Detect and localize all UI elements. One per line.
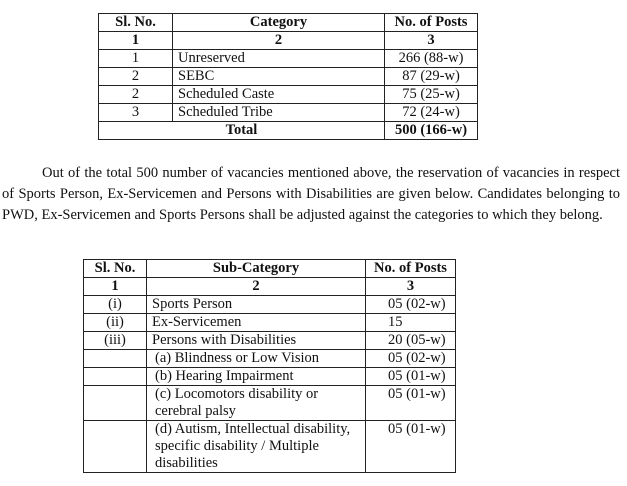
header-sl-no: Sl. No. [99,14,173,32]
column-number: 2 [147,278,366,296]
table-row [84,314,456,332]
column-number: 3 [366,278,456,296]
subcategory-cell: Ex-Servicemen [147,314,366,332]
table-row [84,332,456,350]
posts-cell: 05 (01-w) [366,421,456,473]
posts-cell: 05 (02-w) [366,350,456,368]
sl-no-cell: (ii) [84,314,147,332]
subcategory-cell: (c) Locomotors disability or cerebral palsy [147,386,366,421]
header-sl-no: Sl. No. [84,260,147,278]
table-row [84,350,456,368]
sl-no-cell: 1 [99,50,173,68]
category-cell: Unreserved [173,50,385,68]
category-cell: Scheduled Tribe [173,104,385,122]
header-sub-category: Sub-Category [147,260,366,278]
posts-cell: 05 (02-w) [366,296,456,314]
subcategory-cell: (b) Hearing Impairment [147,368,366,386]
column-number: 2 [173,32,385,50]
column-number: 3 [385,32,478,50]
table-row [99,104,478,122]
sl-no-cell [84,421,147,473]
sl-no-cell: 3 [99,104,173,122]
header-no-of-posts: No. of Posts [366,260,456,278]
subcategory-cell: Sports Person [147,296,366,314]
posts-cell: 75 (25-w) [385,86,478,104]
posts-cell: 72 (24-w) [385,104,478,122]
column-number: 1 [84,278,147,296]
table-row [84,296,456,314]
column-number: 1 [99,32,173,50]
sl-no-cell: (i) [84,296,147,314]
table-row [99,86,478,104]
table-row [84,386,456,421]
sl-no-cell [84,350,147,368]
posts-cell: 266 (88-w) [385,50,478,68]
total-label: Total [99,122,385,140]
posts-cell: 05 (01-w) [366,368,456,386]
table-row [99,68,478,86]
sl-no-cell: 2 [99,86,173,104]
posts-cell: 15 [366,314,456,332]
table-row [99,50,478,68]
posts-cell: 20 (05-w) [366,332,456,350]
column-number-row [99,32,478,50]
total-row [99,122,478,140]
total-value: 500 (166-w) [385,122,478,140]
posts-cell: 05 (01-w) [366,386,456,421]
category-cell: SEBC [173,68,385,86]
posts-cell: 87 (29-w) [385,68,478,86]
subcategory-posts-table [83,259,456,473]
table-header-row [99,14,478,32]
table-row [84,368,456,386]
category-cell: Scheduled Caste [173,86,385,104]
subcategory-cell: Persons with Disabilities [147,332,366,350]
sl-no-cell: 2 [99,68,173,86]
reservation-paragraph [2,163,620,226]
header-category: Category [173,14,385,32]
paragraph-text: Out of the total 500 number of vacancies mentioned above, the reservation of vacancies in respect of Sports Person, Ex-Servicemen and Persons with Disabilities are given below. Candidates belonging to PWD, Ex-Servicemen and Sports Persons shall be adjusted against the categories to which they belong. [2,165,620,223]
table-header-row [84,260,456,278]
sl-no-cell [84,368,147,386]
category-posts-table [98,13,478,140]
header-no-of-posts: No. of Posts [385,14,478,32]
sl-no-cell [84,386,147,421]
subcategory-cell: (a) Blindness or Low Vision [147,350,366,368]
subcategory-cell: (d) Autism, Intellectual disability, specific disability / Multiple disabilities [147,421,366,473]
table-row [84,421,456,473]
column-number-row [84,278,456,296]
sl-no-cell: (iii) [84,332,147,350]
